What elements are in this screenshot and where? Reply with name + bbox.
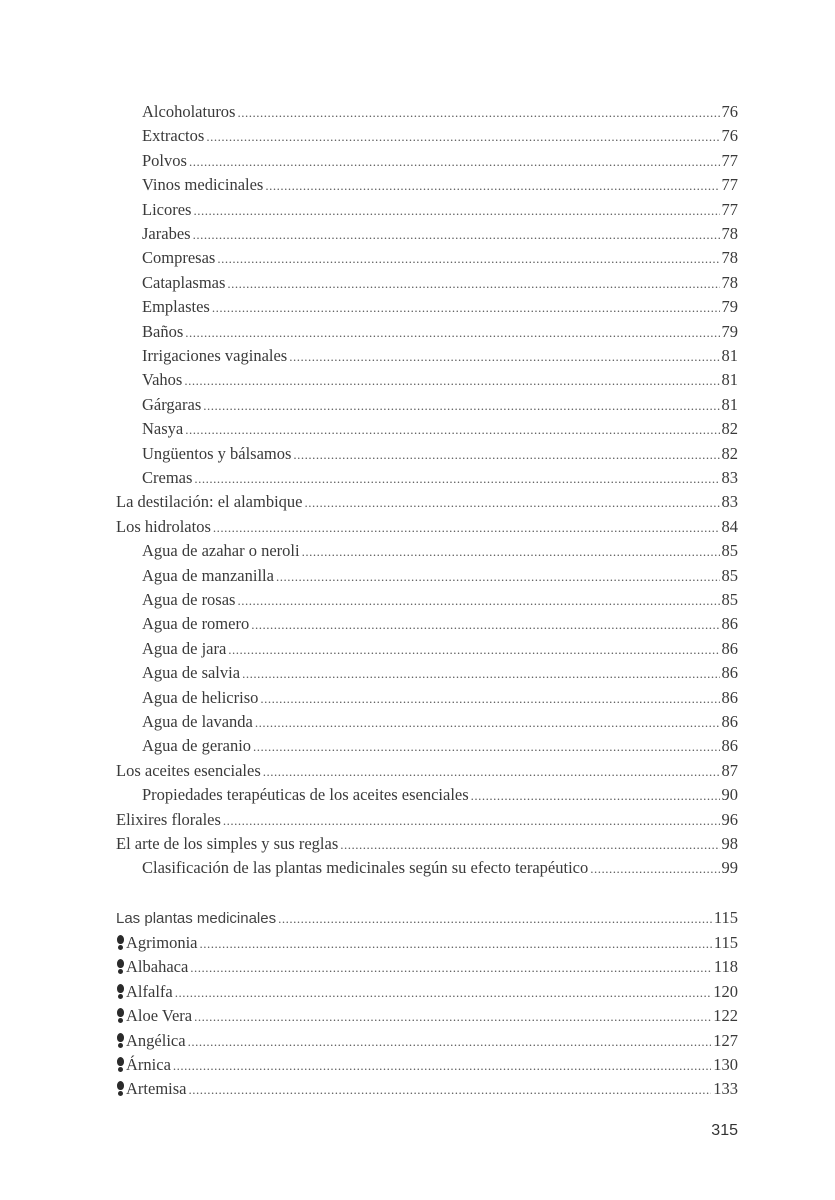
dot-leader — [189, 150, 720, 174]
toc-entry-title: Agua de romero — [142, 614, 250, 634]
toc-entry-title: Agrimonia — [126, 933, 198, 952]
toc-entry — [142, 734, 738, 758]
toc-entry-title: Polvos — [142, 150, 187, 170]
plant-bullet-icon — [116, 955, 125, 979]
toc-entry — [142, 393, 738, 417]
toc-entry-page: 85 — [721, 590, 738, 609]
toc-entry-title: Baños — [142, 321, 184, 341]
toc-entry-page: 86 — [721, 614, 738, 634]
dot-leader — [213, 516, 720, 540]
dot-leader — [471, 784, 720, 808]
toc-entry-title: Gárgaras — [142, 394, 202, 414]
toc-entry — [142, 198, 738, 222]
toc-entry-page: 120 — [713, 981, 738, 1001]
plant-bullet-icon — [116, 1004, 125, 1028]
toc-entry-title: Cataplasmas — [142, 272, 226, 292]
toc-chapter — [116, 808, 738, 832]
toc-entry-page: 115 — [713, 933, 738, 952]
toc-entry — [142, 124, 738, 148]
toc-entry-title: Albahaca — [126, 957, 189, 977]
toc-entry-title: Nasya — [142, 419, 184, 439]
plant-bullet-icon — [116, 1029, 125, 1053]
dot-leader — [190, 956, 712, 980]
dot-leader — [340, 833, 719, 857]
toc-entry-title: Los hidrolatos — [116, 516, 211, 536]
toc-chapter — [116, 759, 738, 783]
toc-entry-page: 86 — [721, 687, 738, 707]
toc-entry-title: Vahos — [142, 370, 183, 390]
toc-entry — [142, 173, 738, 197]
toc-entry — [142, 442, 738, 466]
dot-leader — [212, 296, 720, 320]
dot-leader — [263, 760, 720, 784]
toc-entry-title: Árnica — [126, 1055, 171, 1074]
dot-leader — [265, 174, 719, 198]
dot-leader — [255, 711, 720, 735]
toc-entry-page: 81 — [721, 394, 738, 414]
toc-entry — [142, 246, 738, 270]
toc-entry — [142, 539, 738, 563]
toc-entry-title: Compresas — [142, 248, 216, 268]
toc-entry-page: 79 — [721, 321, 738, 341]
dot-leader — [227, 272, 719, 296]
toc-entry-page: 85 — [721, 541, 738, 561]
toc-entry — [142, 466, 738, 490]
toc-plant-entry — [116, 1029, 738, 1053]
toc-entry-title: Alfalfa — [126, 981, 173, 1001]
toc-entry-page: 83 — [721, 468, 738, 487]
toc-entry-page: 77 — [721, 175, 738, 195]
toc-entry — [142, 100, 738, 124]
toc-entry-page: 98 — [721, 834, 738, 853]
dot-leader — [184, 369, 719, 393]
toc-entry — [142, 783, 738, 807]
dot-leader — [289, 345, 719, 369]
toc-entry-page: 79 — [721, 297, 738, 317]
toc-entry-title: Licores — [142, 199, 192, 219]
dot-leader — [253, 735, 719, 759]
dot-leader — [206, 125, 719, 149]
toc-entry-page: 86 — [721, 712, 738, 731]
toc-plant-entry — [116, 1077, 738, 1101]
toc-entry — [142, 149, 738, 173]
toc-entry-title: Agua de lavanda — [142, 712, 253, 731]
dot-leader — [228, 638, 719, 662]
toc-entry — [142, 856, 738, 880]
toc-section-heading — [116, 906, 738, 930]
toc-entry-page: 76 — [721, 102, 738, 121]
toc-entry-page: 122 — [713, 1006, 738, 1026]
plant-bullet-icon — [116, 980, 125, 1004]
dot-leader — [173, 1054, 711, 1078]
page-number: 315 — [711, 1122, 738, 1139]
toc-entry-page: 84 — [721, 516, 738, 536]
toc-entry-page: 78 — [721, 224, 738, 243]
toc-entry-page: 99 — [721, 858, 738, 878]
dot-leader — [251, 613, 719, 637]
toc-entry-page: 96 — [721, 809, 738, 829]
toc-entry — [142, 344, 738, 368]
dot-leader — [194, 467, 719, 491]
toc-entry-page: 83 — [721, 492, 738, 512]
toc-entry-page: 76 — [721, 126, 738, 146]
toc-entry-page: 87 — [721, 760, 738, 780]
toc-entry — [142, 710, 738, 734]
toc-entry-title: Propiedades terapéuticas de los aceites esenciales — [142, 785, 469, 805]
toc-entry-title: Cremas — [142, 468, 193, 487]
dot-leader — [302, 540, 720, 564]
dot-leader — [194, 1005, 711, 1029]
toc-entry-title: Jarabes — [142, 224, 191, 243]
dot-leader — [188, 1078, 711, 1102]
toc-entry — [142, 320, 738, 344]
toc-entry-page: 115 — [713, 908, 738, 927]
toc-entry-title: Agua de rosas — [142, 590, 236, 609]
toc-entry-title: Irrigaciones vaginales — [142, 346, 288, 365]
toc-entry-page: 77 — [721, 150, 738, 170]
toc-entry-title: Clasificación de las plantas medicinales según su efecto terapéutico — [142, 858, 589, 878]
toc-entry — [142, 222, 738, 246]
toc-entry-title: Elixires florales — [116, 809, 221, 829]
dot-leader — [304, 491, 719, 515]
toc-entry-title: Agua de manzanilla — [142, 565, 274, 585]
toc-entry-page: 86 — [721, 663, 738, 683]
toc-entry-title: La destilación: el alambique — [116, 492, 303, 512]
toc-entry-page: 127 — [713, 1030, 738, 1050]
toc-entry-title: Artemisa — [126, 1079, 187, 1099]
dot-leader — [242, 662, 719, 686]
toc-entry — [142, 295, 738, 319]
plant-bullet-icon — [116, 1053, 125, 1077]
plant-bullet-icon — [116, 931, 125, 955]
dot-leader — [188, 1030, 712, 1054]
dot-leader — [193, 199, 719, 223]
toc-entry-title: El arte de los simples y sus reglas — [116, 834, 339, 853]
toc-chapter — [116, 490, 738, 514]
dot-leader — [203, 394, 719, 418]
dot-leader — [237, 101, 719, 125]
toc-plant-entry — [116, 931, 738, 955]
toc-entry-page: 82 — [721, 419, 738, 439]
dot-leader — [293, 443, 719, 467]
toc-plant-entry — [116, 955, 738, 979]
dot-leader — [217, 247, 719, 271]
toc-entry-title: Aloe Vera — [126, 1006, 193, 1026]
dot-leader — [223, 809, 720, 833]
toc-entry-page: 77 — [721, 199, 738, 219]
toc-entry-page: 90 — [721, 785, 738, 805]
toc-entry-page: 82 — [721, 443, 738, 463]
dot-leader — [185, 418, 719, 442]
toc-entry — [142, 564, 738, 588]
toc-entry-title: Ungüentos y bálsamos — [142, 443, 292, 463]
toc-entry-page: 133 — [713, 1079, 738, 1099]
dot-leader — [276, 565, 720, 589]
toc-entry-title: Agua de jara — [142, 638, 227, 658]
toc-chapter — [116, 832, 738, 856]
dot-leader — [193, 223, 720, 247]
toc-entry-title: Agua de helicriso — [142, 687, 259, 707]
toc-entry-title: Vinos medicinales — [142, 175, 264, 195]
toc-entry-page: 86 — [721, 638, 738, 658]
dot-leader — [590, 857, 719, 881]
toc-entry-page: 130 — [713, 1055, 738, 1074]
toc-section-title: Las plantas medicinales — [116, 910, 277, 927]
toc-plant-entry — [116, 980, 738, 1004]
toc-entry-title: Angélica — [126, 1030, 186, 1050]
toc-entry-page: 78 — [721, 272, 738, 292]
toc-entry-title: Agua de salvia — [142, 663, 241, 683]
plant-bullet-icon — [116, 1077, 125, 1101]
toc-entry — [142, 588, 738, 612]
toc-entry-page: 81 — [721, 346, 738, 365]
toc-entry-title: Extractos — [142, 126, 205, 146]
toc-plant-entry — [116, 1004, 738, 1028]
toc-entry-page: 81 — [721, 370, 738, 390]
dot-leader — [185, 321, 719, 345]
toc-entry-title: Emplastes — [142, 297, 210, 317]
toc-entry — [142, 612, 738, 636]
dot-leader — [237, 589, 719, 613]
dot-leader — [200, 932, 712, 956]
toc-entry-page: 85 — [721, 565, 738, 585]
toc-entry — [142, 686, 738, 710]
toc-entry-title: Agua de geranio — [142, 736, 252, 756]
toc-chapter — [116, 515, 738, 539]
toc-entry-page: 118 — [713, 957, 738, 977]
toc-entry — [142, 271, 738, 295]
toc-plant-entry — [116, 1053, 738, 1077]
dot-leader — [175, 981, 712, 1005]
toc-entry-title: Agua de azahar o neroli — [142, 541, 300, 561]
toc-entry — [142, 661, 738, 685]
toc-entry-title: Alcoholaturos — [142, 102, 236, 121]
dot-leader — [278, 907, 712, 931]
toc-entry — [142, 637, 738, 661]
toc-entry-page: 78 — [721, 248, 738, 268]
toc-entry-page: 86 — [721, 736, 738, 756]
toc-entry — [142, 417, 738, 441]
toc-entry — [142, 368, 738, 392]
toc-entry-title: Los aceites esenciales — [116, 760, 261, 780]
dot-leader — [260, 687, 719, 711]
